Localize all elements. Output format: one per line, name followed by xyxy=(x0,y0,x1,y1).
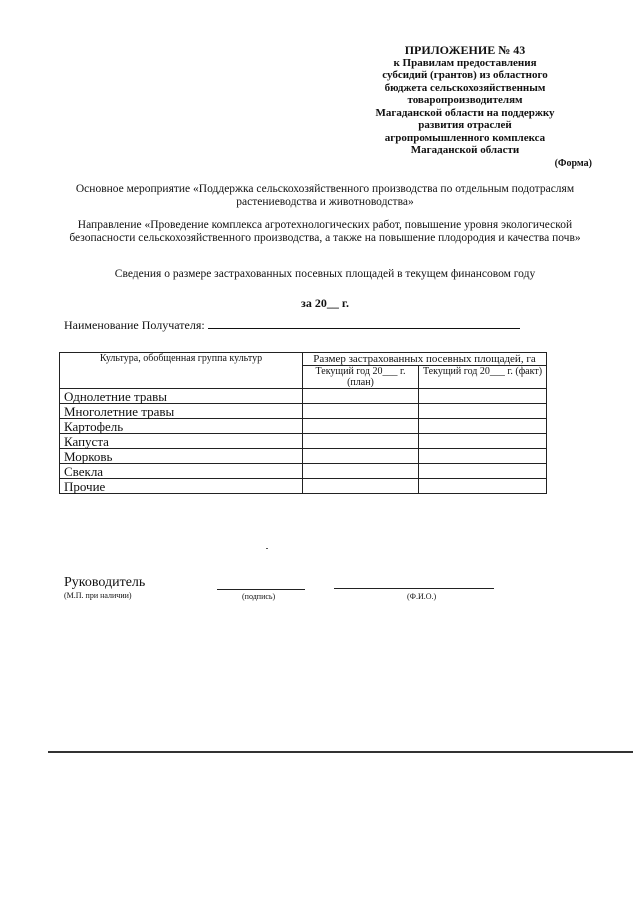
info-heading: Сведения о размере застрахованных посевных площадей в текущем финансовом году xyxy=(114,268,536,280)
appendix-line: товаропроизводителям xyxy=(407,94,523,106)
table-row xyxy=(60,404,547,419)
col-plan-header: Текущий год 20___ г. (план) xyxy=(303,366,419,389)
name-line[interactable] xyxy=(334,588,494,589)
appendix-line: к Правилам предоставления xyxy=(393,56,537,69)
plan-cell[interactable] xyxy=(303,479,419,494)
fact-cell[interactable] xyxy=(419,434,547,449)
fact-cell[interactable] xyxy=(419,464,547,479)
table-row xyxy=(60,419,547,434)
col-area-header: Размер застрахованных посевных площадей, га xyxy=(303,353,547,366)
signature-line[interactable] xyxy=(217,589,305,590)
table-row xyxy=(60,464,547,479)
col-crop-header: Культура, обобщенная группа культур xyxy=(60,353,303,389)
insured-area-table xyxy=(59,352,547,494)
table-row xyxy=(60,479,547,494)
crop-name: Свекла xyxy=(60,464,303,479)
appendix-line: субсидий (грантов) из областного xyxy=(382,69,548,81)
plan-cell[interactable] xyxy=(303,389,419,404)
direction-paragraph: Направление «Проведение комплекса агротехнологических работ, повышение уровня экологической безопасности сельскохозяйственного производства, а также на повышение плодородия и качества почв» xyxy=(69,219,581,244)
crop-name: Картофель xyxy=(60,419,303,434)
scan-speck xyxy=(266,548,268,549)
appendix-line: развития отраслей xyxy=(418,119,512,131)
crop-name: Прочие xyxy=(60,479,303,494)
year-line: за 20__ г. xyxy=(301,296,349,310)
fact-cell[interactable] xyxy=(419,389,547,404)
appendix-line: агропромышленного комплекса xyxy=(384,131,546,144)
fact-cell[interactable] xyxy=(419,479,547,494)
plan-cell[interactable] xyxy=(303,449,419,464)
plan-cell[interactable] xyxy=(303,404,419,419)
fact-cell[interactable] xyxy=(419,419,547,434)
page-bottom-rule xyxy=(48,751,633,753)
appendix-line: бюджета сельскохозяйственным xyxy=(384,81,546,94)
fact-cell[interactable] xyxy=(419,404,547,419)
fact-cell[interactable] xyxy=(419,449,547,464)
appendix-line: Магаданской области xyxy=(410,144,520,156)
crop-name: Однолетние травы xyxy=(60,389,303,404)
table-row xyxy=(60,449,547,464)
signature-caption: (подпись) xyxy=(242,592,276,601)
stamp-note: (М.П. при наличии) xyxy=(64,591,132,600)
plan-cell[interactable] xyxy=(303,419,419,434)
appendix-header xyxy=(340,44,590,157)
appendix-line: Магаданской области на поддержку xyxy=(375,106,555,119)
recipient-input-line[interactable] xyxy=(208,318,520,329)
plan-cell[interactable] xyxy=(303,464,419,479)
crop-name: Капуста xyxy=(60,434,303,449)
name-caption: (Ф.И.О.) xyxy=(407,592,437,601)
appendix-title: ПРИЛОЖЕНИЕ № 43 xyxy=(404,43,526,57)
crop-name: Морковь xyxy=(60,449,303,464)
table-row xyxy=(60,389,547,404)
recipient-label: Наименование Получателя: xyxy=(64,318,205,332)
col-fact-header: Текущий год 20___ г. (факт) xyxy=(419,366,547,389)
form-label: (Форма) xyxy=(554,158,592,169)
activity-paragraph: Основное мероприятие «Поддержка сельскохозяйственного производства по отдельным подотраслям растениеводства и животноводства» xyxy=(75,183,575,208)
recipient-row xyxy=(64,318,520,333)
crop-name: Многолетние травы xyxy=(60,404,303,419)
plan-cell[interactable] xyxy=(303,434,419,449)
table-row xyxy=(60,434,547,449)
signatory-title: Руководитель xyxy=(64,575,146,590)
